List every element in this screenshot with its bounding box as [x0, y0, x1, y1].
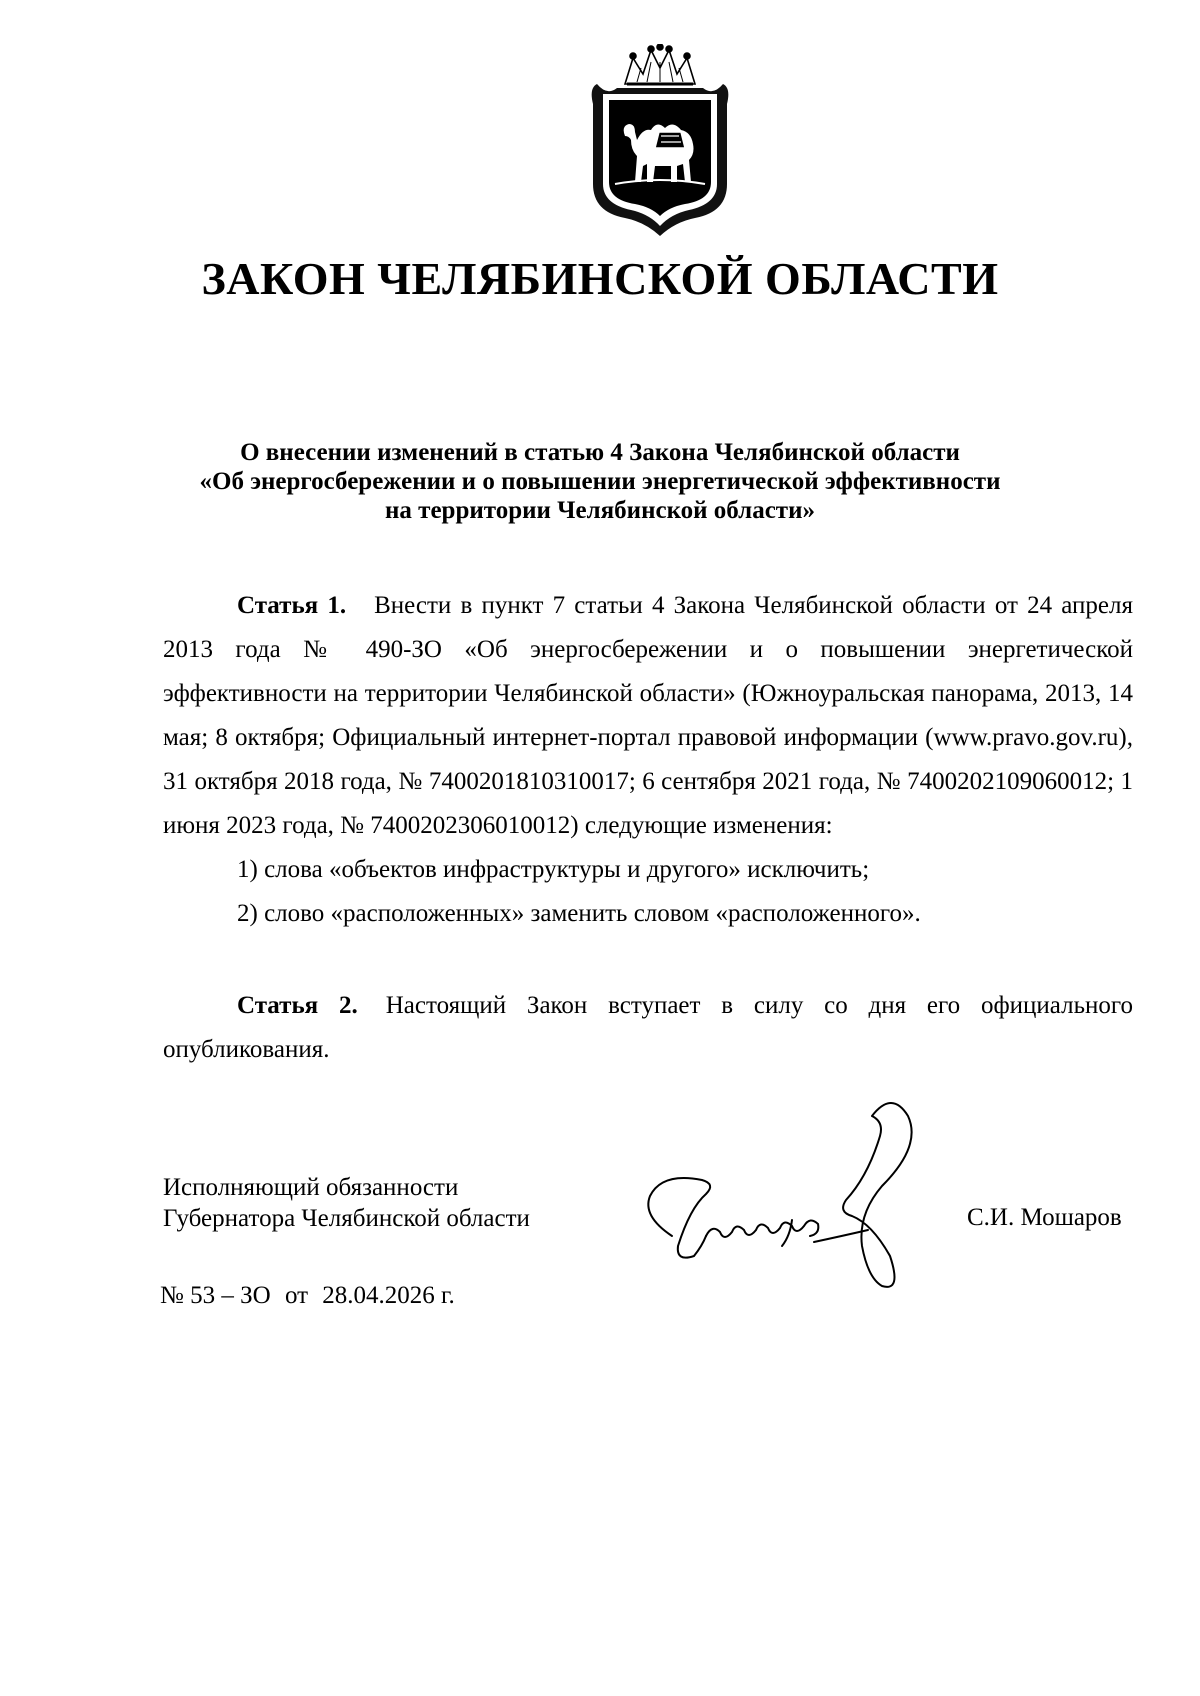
signatory-position — [163, 1172, 530, 1234]
chelyabinsk-coat-of-arms-icon — [585, 44, 735, 240]
registration-line — [160, 1282, 455, 1310]
article-2-text: Настоящий Закон вступает в силу со дня его официального опубликования. — [163, 992, 1133, 1063]
article-2-heading: Статья 2. — [237, 992, 358, 1019]
subject-line: на территории Челябинской области» — [385, 497, 815, 524]
article-1-text: Внести в пункт 7 статьи 4 Закона Челябинской области от 24 апреля 2013 года № 490-ЗО «Об энергосбережении и о повышении энергетической эффективности на территории Челябинской области» (Южноуральская панорама, 2013, 14 мая; 8 октября; Официальный интернет-портал правовой информации (www.pravo.gov.ru), 31 октября 2018 года, № 7400201810310017; 6 сентября 2021 года, № 7400202109060012; 1 июня 2023 года, № 7400202306010012) следующие изменения: — [163, 592, 1133, 839]
article-2-paragraph — [163, 984, 1133, 1072]
article-1-paragraph — [163, 584, 1133, 848]
amendment-item: 2) слово «расположенных» заменить словом «расположенного». — [237, 900, 921, 927]
registration-date: 28.04.2026 г. — [322, 1282, 455, 1309]
law-subject — [0, 438, 1200, 525]
registration-number: № 53 – ЗО — [160, 1282, 271, 1309]
registration-from: от — [284, 1282, 309, 1309]
document-title: ЗАКОН ЧЕЛЯБИНСКОЙ ОБЛАСТИ — [201, 253, 999, 304]
handwritten-signature-icon — [632, 1096, 932, 1296]
signatory-name: С.И. Мошаров — [967, 1204, 1122, 1231]
article-2 — [163, 984, 1133, 1072]
article-1 — [163, 584, 1133, 936]
position-line: Исполняющий обязанности — [163, 1174, 459, 1201]
subject-line: «Об энергосбережении и о повышении энергетической эффективности — [199, 468, 1001, 495]
amendment-item: 1) слова «объектов инфраструктуры и другого» исключить; — [237, 856, 870, 883]
subject-line: О внесении изменений в статью 4 Закона Челябинской области — [240, 439, 960, 466]
position-line: Губернатора Челябинской области — [163, 1205, 530, 1232]
article-1-heading: Статья 1. — [237, 592, 347, 619]
